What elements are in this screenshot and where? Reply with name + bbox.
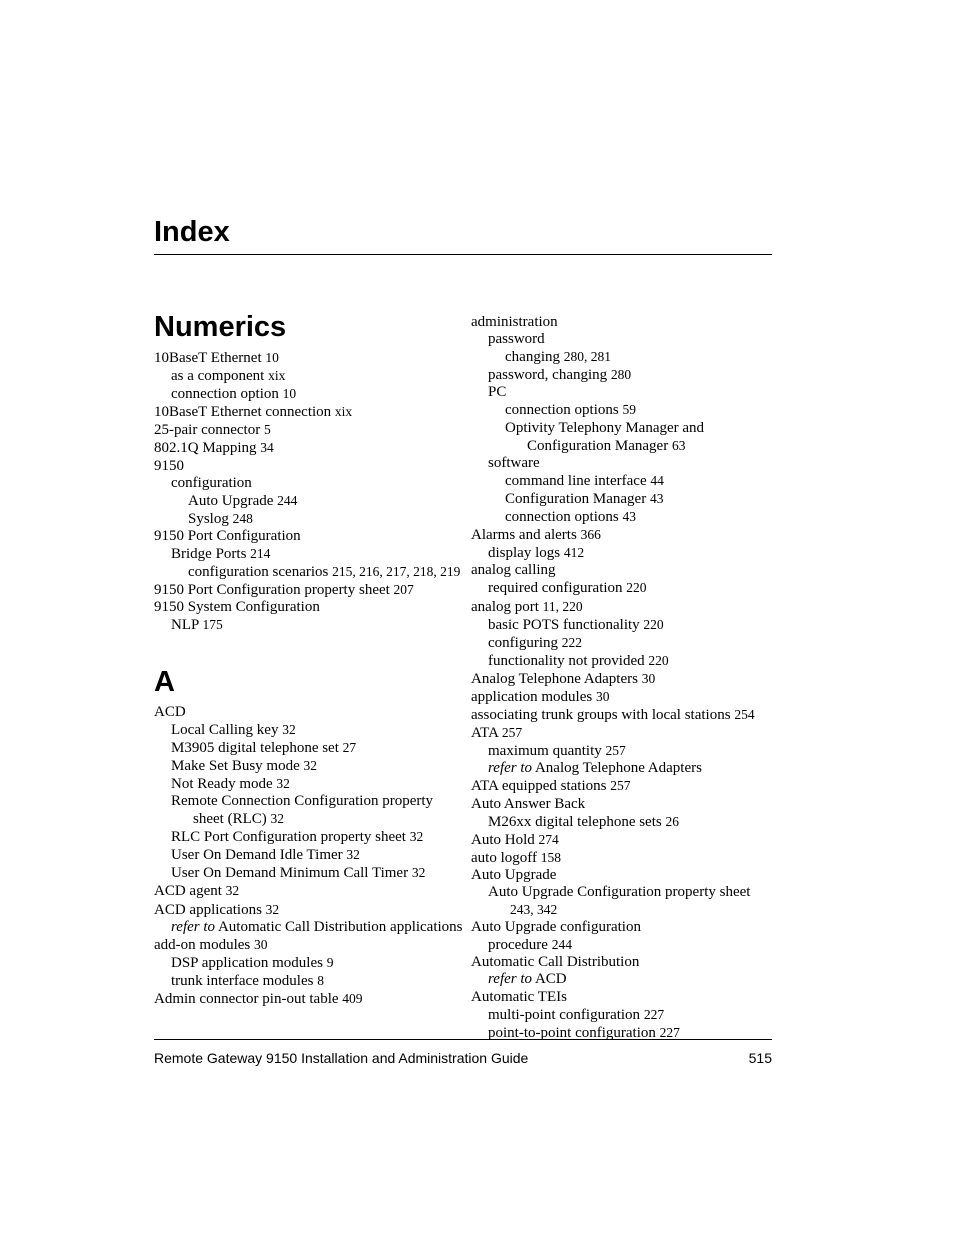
index-term: Optivity Telephony Manager and Configuration Manager bbox=[505, 419, 705, 454]
index-page-ref[interactable]: 32 bbox=[346, 847, 360, 863]
index-term: procedure bbox=[488, 937, 548, 954]
index-entry bbox=[154, 739, 464, 757]
refer-to-prefix: refer to bbox=[171, 918, 216, 935]
index-entry bbox=[154, 439, 464, 457]
index-term: changing bbox=[505, 349, 560, 366]
index-term: 9150 Port Configuration property sheet bbox=[154, 582, 390, 599]
index-term: required configuration bbox=[488, 580, 623, 597]
index-page-ref[interactable]: 32 bbox=[409, 829, 424, 845]
index-term: ACD bbox=[154, 703, 186, 720]
index-page-ref[interactable]: 32 bbox=[225, 883, 240, 899]
index-term: password, changing bbox=[488, 367, 608, 384]
index-entry bbox=[471, 401, 773, 419]
index-term: 9150 bbox=[154, 457, 184, 474]
section-heading: Numerics bbox=[154, 311, 287, 343]
index-term: ACD bbox=[534, 971, 567, 988]
index-entry bbox=[471, 508, 773, 526]
index-page-ref[interactable]: 32 bbox=[265, 901, 280, 917]
index-term: M26xx digital telephone sets bbox=[488, 813, 662, 830]
index-term: basic POTS functionality bbox=[488, 616, 640, 633]
index-term: connection option bbox=[171, 386, 279, 403]
index-entry bbox=[154, 846, 464, 864]
index-term: 10BaseT Ethernet connection bbox=[154, 404, 332, 421]
index-entry bbox=[154, 990, 464, 1008]
index-page-ref[interactable]: 10 bbox=[265, 350, 279, 365]
index-term: analog calling bbox=[471, 562, 556, 579]
index-page-ref[interactable]: 243, 342 bbox=[510, 902, 558, 918]
index-page-ref[interactable]: 280 bbox=[610, 367, 632, 383]
index-entry bbox=[471, 688, 773, 706]
index-entry bbox=[154, 349, 464, 367]
index-entry bbox=[154, 563, 464, 581]
index-term: Configuration Manager bbox=[505, 490, 647, 507]
index-term: connection options bbox=[505, 509, 619, 526]
index-term: configuration bbox=[171, 474, 252, 491]
index-entry bbox=[471, 954, 773, 971]
index-left-column bbox=[154, 309, 464, 1008]
page-title: Index bbox=[154, 216, 230, 248]
refer-to-prefix: refer to bbox=[488, 760, 533, 777]
index-page-ref[interactable]: 43 bbox=[649, 490, 664, 506]
index-entry bbox=[471, 366, 773, 384]
index-page-ref[interactable]: 274 bbox=[538, 831, 559, 847]
index-term: password bbox=[488, 331, 545, 348]
index-entry bbox=[471, 634, 773, 652]
index-page-ref[interactable]: 34 bbox=[260, 440, 274, 456]
index-entry bbox=[154, 475, 464, 492]
index-entry bbox=[154, 616, 464, 634]
index-entry bbox=[471, 331, 773, 348]
index-term: software bbox=[488, 454, 540, 471]
index-term: command line interface bbox=[505, 472, 647, 489]
index-entry bbox=[154, 704, 464, 721]
index-page-ref[interactable]: 30 bbox=[641, 670, 656, 686]
index-entry bbox=[471, 490, 773, 508]
index-page-ref[interactable]: 227 bbox=[659, 1024, 680, 1040]
index-page-ref[interactable]: 220 bbox=[626, 580, 647, 596]
index-term: Local Calling key bbox=[171, 721, 279, 738]
index-entry bbox=[471, 314, 773, 331]
index-entry bbox=[471, 777, 773, 795]
index-term: Auto Answer Back bbox=[471, 795, 586, 812]
index-entry bbox=[471, 989, 773, 1006]
index-term: Admin connector pin-out table bbox=[154, 991, 339, 1007]
index-term: Automatic Call Distribution applications bbox=[217, 918, 463, 935]
index-entry bbox=[154, 901, 464, 919]
index-entry bbox=[471, 526, 773, 544]
index-term: Not Ready mode bbox=[171, 775, 273, 792]
index-page-ref[interactable]: 30 bbox=[253, 936, 268, 952]
index-term: Automatic TEIs bbox=[471, 988, 567, 1005]
index-entry bbox=[471, 348, 773, 366]
index-page-ref[interactable]: 9 bbox=[326, 954, 334, 970]
index-term: Remote Connection Configuration property sheet (RLC) bbox=[171, 792, 434, 828]
index-term: Bridge Ports bbox=[171, 546, 247, 563]
index-entry bbox=[154, 599, 464, 616]
index-entry bbox=[154, 882, 464, 900]
index-term: RLC Port Configuration property sheet bbox=[171, 829, 406, 846]
index-page-ref[interactable]: 207 bbox=[393, 582, 414, 598]
index-entry bbox=[471, 670, 773, 688]
index-entry bbox=[471, 936, 773, 954]
index-right-column bbox=[471, 314, 773, 1042]
index-entry bbox=[471, 742, 773, 760]
index-term: Alarms and alerts bbox=[471, 527, 577, 544]
index-entry bbox=[154, 954, 464, 972]
index-page-ref[interactable]: 32 bbox=[303, 757, 317, 773]
index-page-ref[interactable]: 43 bbox=[622, 509, 636, 525]
index-entry bbox=[471, 420, 773, 455]
index-term: Auto Upgrade Configuration property sheet bbox=[488, 884, 751, 900]
index-page-ref[interactable]: 280, 281 bbox=[563, 349, 611, 365]
index-entry bbox=[471, 831, 773, 849]
index-page-ref[interactable]: 412 bbox=[563, 545, 585, 561]
index-term: NLP bbox=[171, 617, 199, 634]
index-entry bbox=[471, 706, 773, 724]
index-entry bbox=[154, 828, 464, 846]
index-term: as a component bbox=[171, 368, 265, 385]
index-term: Automatic Call Distribution bbox=[471, 954, 640, 971]
refer-to-prefix: refer to bbox=[488, 971, 533, 988]
index-term: auto logoff bbox=[471, 849, 537, 866]
index-term: Analog Telephone Adapters bbox=[471, 670, 638, 687]
index-entry bbox=[471, 724, 773, 742]
index-page-ref[interactable]: 32 bbox=[276, 775, 290, 791]
index-term: DSP application modules bbox=[171, 954, 323, 971]
index-term: multi-point configuration bbox=[488, 1006, 641, 1023]
index-page-ref[interactable]: 222 bbox=[561, 634, 582, 650]
index-page-ref[interactable]: 215, 216, 217, 218, 219 bbox=[332, 564, 461, 580]
index-entry bbox=[154, 528, 464, 545]
index-page-ref[interactable]: 366 bbox=[580, 527, 601, 543]
footer-rule bbox=[154, 1039, 772, 1040]
index-page-ref[interactable]: 220 bbox=[643, 616, 664, 632]
index-term: 9150 System Configuration bbox=[154, 599, 320, 616]
index-entry bbox=[471, 472, 773, 490]
index-term: ACD agent bbox=[154, 883, 222, 900]
index-entry bbox=[471, 760, 773, 777]
index-entry bbox=[471, 813, 773, 831]
index-page-ref[interactable]: 257 bbox=[610, 778, 631, 794]
index-entry bbox=[471, 919, 773, 936]
index-page-ref[interactable]: 244 bbox=[551, 937, 572, 953]
index-term: PC bbox=[488, 384, 507, 401]
index-page-ref[interactable]: 26 bbox=[665, 813, 679, 829]
index-entry bbox=[471, 616, 773, 634]
index-term: Make Set Busy mode bbox=[171, 757, 300, 774]
index-term: administration bbox=[471, 314, 558, 330]
index-page-ref[interactable]: 257 bbox=[605, 743, 626, 759]
index-entry bbox=[471, 384, 773, 401]
index-entry bbox=[471, 544, 773, 562]
index-term: 802.1Q Mapping bbox=[154, 440, 257, 457]
index-page-ref[interactable]: 32 bbox=[411, 865, 426, 881]
index-term: ATA equipped stations bbox=[471, 778, 607, 795]
index-page-ref[interactable]: 5 bbox=[263, 422, 271, 438]
index-page-ref[interactable]: 248 bbox=[232, 510, 253, 526]
index-entry bbox=[154, 403, 464, 421]
index-term: display logs bbox=[488, 545, 561, 562]
index-entry bbox=[154, 458, 464, 475]
index-entry bbox=[154, 775, 464, 793]
index-page-ref[interactable]: 10 bbox=[282, 386, 297, 402]
index-term: Syslog bbox=[188, 510, 229, 527]
index-entry bbox=[154, 581, 464, 599]
index-term: User On Demand Minimum Call Timer bbox=[171, 865, 409, 882]
index-term: 10BaseT Ethernet bbox=[154, 350, 262, 366]
index-page-ref[interactable]: 158 bbox=[540, 849, 561, 865]
index-entry bbox=[154, 545, 464, 563]
index-term: Auto Hold bbox=[471, 831, 535, 848]
index-term: application modules bbox=[471, 688, 593, 705]
index-entry bbox=[154, 421, 464, 439]
index-page-ref[interactable]: 244 bbox=[277, 492, 298, 508]
index-term: User On Demand Idle Timer bbox=[171, 847, 343, 864]
index-entry bbox=[154, 510, 464, 528]
index-entry bbox=[154, 793, 464, 828]
footer-doc-title: Remote Gateway 9150 Installation and Administration Guide bbox=[154, 1050, 529, 1066]
index-term: associating trunk groups with local stations bbox=[471, 707, 731, 724]
index-entry bbox=[471, 1006, 773, 1024]
index-term: 25-pair connector bbox=[154, 422, 261, 439]
index-page-ref[interactable]: 409 bbox=[342, 991, 363, 1006]
index-term: configuring bbox=[488, 634, 558, 651]
index-term: connection options bbox=[505, 402, 619, 419]
index-page-ref[interactable]: 257 bbox=[501, 725, 523, 741]
index-entry bbox=[154, 757, 464, 775]
index-term: point-to-point configuration bbox=[488, 1024, 656, 1041]
index-term: Auto Upgrade bbox=[188, 492, 274, 509]
index-page-ref[interactable]: 254 bbox=[734, 707, 755, 723]
index-entry bbox=[471, 598, 773, 616]
index-page-ref[interactable]: 214 bbox=[250, 546, 271, 562]
index-term: configuration scenarios bbox=[188, 564, 329, 581]
index-entry bbox=[154, 721, 464, 739]
index-entry bbox=[154, 936, 464, 954]
header-rule bbox=[154, 254, 772, 255]
index-term: 9150 Port Configuration bbox=[154, 527, 301, 544]
index-entry bbox=[154, 972, 464, 990]
index-term: add-on modules bbox=[154, 936, 251, 953]
index-term: Auto Upgrade configuration bbox=[471, 919, 641, 936]
section-heading: A bbox=[154, 665, 175, 698]
index-page-ref[interactable]: 59 bbox=[622, 402, 636, 418]
index-entry bbox=[471, 579, 773, 597]
index-entry bbox=[471, 971, 773, 988]
index-entry bbox=[154, 367, 464, 385]
index-entry bbox=[471, 849, 773, 867]
index-entry bbox=[471, 884, 773, 919]
index-page-ref[interactable]: 63 bbox=[671, 437, 686, 453]
index-entry bbox=[471, 455, 773, 472]
index-term: analog port bbox=[471, 598, 539, 615]
index-term: Auto Upgrade bbox=[471, 866, 557, 883]
index-entry bbox=[471, 867, 773, 884]
index-term: ATA bbox=[471, 725, 499, 742]
index-term: ACD applications bbox=[154, 901, 262, 918]
index-page-ref[interactable]: 8 bbox=[317, 972, 324, 988]
index-entry bbox=[154, 492, 464, 510]
index-entry bbox=[154, 919, 464, 936]
index-term: Analog Telephone Adapters bbox=[534, 760, 702, 777]
index-page-ref[interactable]: xix bbox=[334, 404, 353, 420]
index-page-ref[interactable]: 32 bbox=[282, 721, 296, 737]
index-entry bbox=[154, 864, 464, 882]
index-entry bbox=[471, 652, 773, 670]
index-page-ref[interactable]: 30 bbox=[595, 688, 610, 704]
index-term: maximum quantity bbox=[488, 743, 602, 760]
index-page-ref[interactable]: 44 bbox=[650, 472, 664, 488]
index-page-ref[interactable]: xix bbox=[268, 368, 286, 384]
index-entry bbox=[154, 385, 464, 403]
footer-page-number: 515 bbox=[748, 1050, 772, 1066]
index-term: trunk interface modules bbox=[171, 972, 314, 989]
index-page-ref[interactable]: 32 bbox=[270, 811, 284, 827]
index-page-ref[interactable]: 220 bbox=[648, 652, 669, 668]
index-page-ref[interactable]: 27 bbox=[342, 739, 357, 755]
index-entry bbox=[471, 562, 773, 579]
index-term: M3905 digital telephone set bbox=[171, 739, 339, 756]
index-term: functionality not provided bbox=[488, 652, 645, 669]
index-page-ref[interactable]: 11, 220 bbox=[542, 598, 583, 614]
index-entry bbox=[471, 796, 773, 813]
section-spacer bbox=[154, 635, 464, 664]
index-page-ref[interactable]: 227 bbox=[643, 1006, 665, 1022]
index-page-ref[interactable]: 175 bbox=[202, 617, 223, 633]
